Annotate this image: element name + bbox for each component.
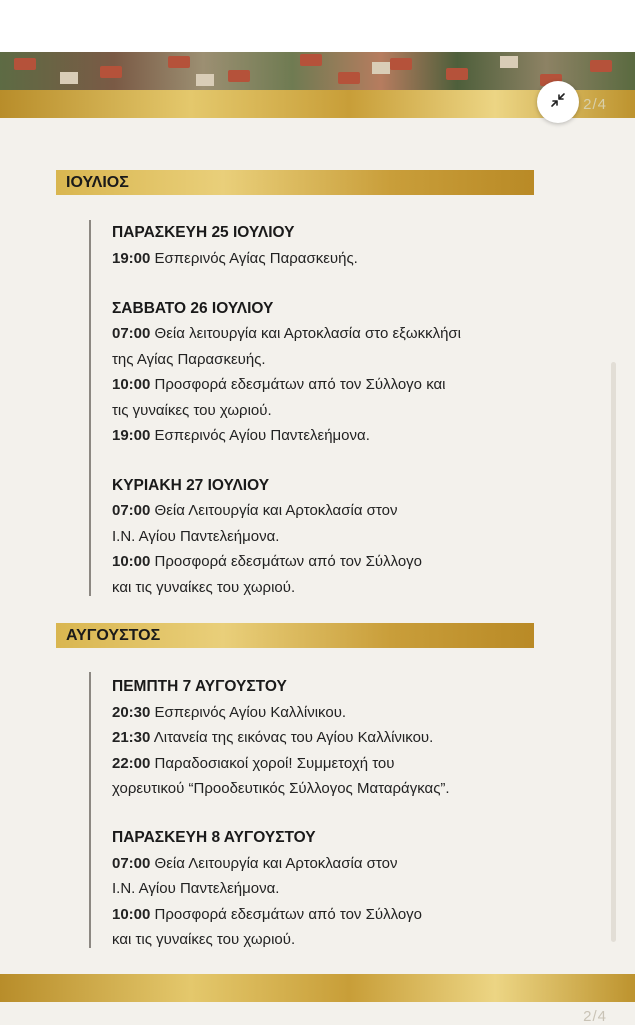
event-description: Προσφορά εδεσμάτων από τον Σύλλογο και [150, 376, 446, 393]
day-title: ΠΑΡΑΣΚΕΥΗ 25 ΙΟΥΛΙΟΥ [112, 224, 295, 241]
schedule-line [112, 376, 446, 393]
page-number-bottom: 2/4 [583, 1008, 607, 1025]
schedule-line [112, 250, 358, 267]
schedule-line [112, 704, 346, 721]
schedule-line [112, 325, 461, 342]
timeline-line-july [89, 220, 91, 596]
timeline-line-august [89, 672, 91, 948]
event-time: 19:00 [112, 250, 151, 267]
event-time: 07:00 [112, 855, 151, 872]
collapse-button[interactable] [537, 81, 579, 123]
event-description: και τις γυναίκες του χωριού. [112, 579, 296, 596]
event-description: Ι.Ν. Αγίου Παντελεήμονα. [112, 880, 280, 897]
day-title: ΠΑΡΑΣΚΕΥΗ 8 ΑΥΓΟΥΣΤΟΥ [112, 829, 316, 846]
event-time: 20:30 [112, 704, 151, 721]
event-time: 07:00 [112, 325, 151, 342]
event-description: Λιτανεία της εικόνας του Αγίου Καλλίνικου. [150, 729, 434, 746]
event-description: Θεία Λειτουργία και Αρτοκλασία στον [150, 855, 398, 872]
event-description: Παραδοσιακοί χοροί! Συμμετοχή του [150, 755, 395, 772]
schedule-line [112, 553, 422, 570]
day-title: ΚΥΡΙΑΚΗ 27 ΙΟΥΛΙΟΥ [112, 477, 270, 494]
schedule-line [112, 351, 266, 368]
page-number-top: 2/4 [583, 96, 607, 113]
top-bar [0, 0, 635, 52]
schedule-line [112, 729, 433, 746]
schedule-line [112, 402, 272, 419]
schedule-line [112, 528, 279, 545]
event-time: 22:00 [112, 755, 151, 772]
event-description: Εσπερινός Αγίου Καλλίνικου. [150, 704, 347, 721]
schedule-line [112, 755, 394, 772]
event-description: Προσφορά εδεσμάτων από τον Σύλλογο [150, 906, 423, 923]
schedule-line [112, 502, 397, 519]
schedule-line [112, 780, 450, 797]
event-description: και τις γυναίκες του χωριού. [112, 931, 296, 948]
village-photo-strip [0, 52, 635, 90]
event-description: Θεία Λειτουργία και Αρτοκλασία στον [150, 502, 398, 519]
event-time: 10:00 [112, 906, 151, 923]
schedule-line [112, 880, 279, 897]
day-title: ΠΕΜΠΤΗ 7 ΑΥΓΟΥΣΤΟΥ [112, 678, 287, 695]
schedule-line [112, 855, 397, 872]
event-description: Θεία λειτουργία και Αρτοκλασία στο εξωκκλήσι [150, 325, 461, 342]
event-description: Εσπερινός Αγίας Παρασκευής. [150, 250, 358, 267]
gold-band-bottom [0, 974, 635, 1002]
schedule-line [112, 906, 422, 923]
event-time: 10:00 [112, 553, 151, 570]
schedule-line [112, 427, 370, 444]
event-description: χορευτικού “Προοδευτικός Σύλλογος Ματαράγκας”. [112, 780, 450, 797]
schedule-line [112, 579, 295, 596]
event-time: 19:00 [112, 427, 151, 444]
scrollbar-track[interactable] [611, 362, 616, 942]
day-title: ΣΑΒΒΑΤΟ 26 ΙΟΥΛΙΟΥ [112, 300, 274, 317]
event-description: της Αγίας Παρασκευής. [112, 351, 266, 368]
event-time: 07:00 [112, 502, 151, 519]
month-header-august: ΑΥΓΟΥΣΤΟΣ [56, 623, 534, 648]
event-time: 10:00 [112, 376, 151, 393]
event-description: Εσπερινός Αγίου Παντελεήμονα. [150, 427, 370, 444]
event-description: Προσφορά εδεσμάτων από τον Σύλλογο [150, 553, 423, 570]
event-description: Ι.Ν. Αγίου Παντελεήμονα. [112, 528, 280, 545]
collapse-arrows-icon [550, 92, 566, 113]
month-header-july: ΙΟΥΛΙΟΣ [56, 170, 534, 195]
event-time: 21:30 [112, 729, 151, 746]
schedule-line [112, 931, 295, 948]
event-description: τις γυναίκες του χωριού. [112, 402, 272, 419]
